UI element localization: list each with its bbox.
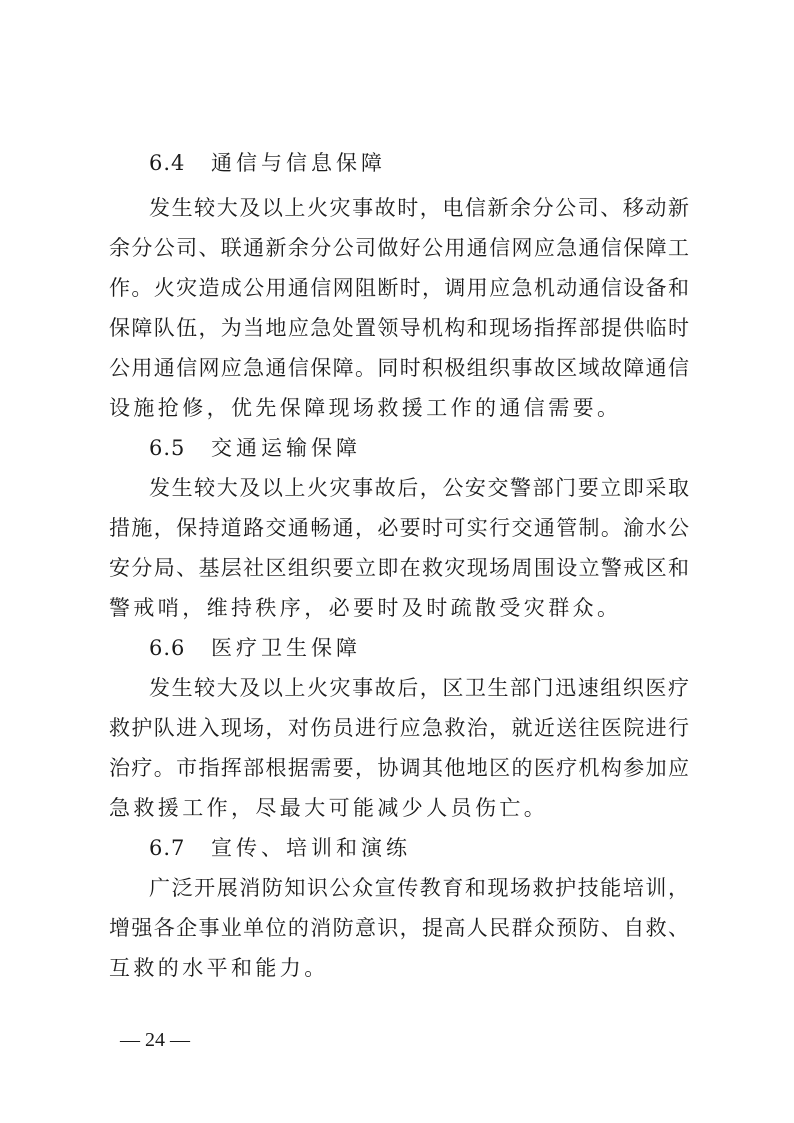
paragraph-line: 互救的水平和能力。 [109,956,329,980]
paragraph-line: 公用通信网应急通信保障。同时积极组织事故区域故障通信 [109,356,689,380]
section-number: 6.4 [149,151,186,175]
section-title: 宣传、培训和演练 [211,836,411,860]
paragraph-line: 安分局、基层社区组织要立即在救灾现场周围设立警戒区和 [109,556,689,580]
paragraph-line: 发生较大及以上火灾事故时，电信新余分公司、移动新 [149,196,689,220]
paragraph-line: 救护队进入现场，对伤员进行应急救治，就近送往医院进行 [109,716,689,740]
section-heading-6-4 [149,148,689,178]
section-heading-6-6 [149,633,689,663]
paragraph-line: 作。火灾造成公用通信网阻断时，调用应急机动通信设备和 [109,276,689,300]
paragraph-line: 急救援工作，尽最大可能减少人员伤亡。 [109,796,549,820]
paragraph-line: 发生较大及以上火灾事故后，区卫生部门迅速组织医疗 [149,676,689,700]
section-heading-6-5 [149,433,689,463]
section-title: 交通运输保障 [211,436,361,460]
section-number: 6.7 [149,836,186,860]
paragraph-line: 保障队伍，为当地应急处置领导机构和现场指挥部提供临时 [109,316,689,340]
section-number: 6.5 [149,436,186,460]
paragraph-line: 发生较大及以上火灾事故后，公安交警部门要立即采取 [149,476,689,500]
page-number: — 24 — [120,1029,190,1051]
paragraph-line: 措施，保持道路交通畅通，必要时可实行交通管制。渝水公 [109,516,689,540]
paragraph-line: 设施抢修，优先保障现场救援工作的通信需要。 [109,396,622,420]
section-number: 6.6 [149,636,186,660]
paragraph-line: 增强各企事业单位的消防意识，提高人民群众预防、自救、 [109,916,689,940]
paragraph-line: 广泛开展消防知识公众宣传教育和现场救护技能培训， [149,876,689,900]
paragraph-line: 治疗。市指挥部根据需要，协调其他地区的医疗机构参加应 [109,756,689,780]
section-title: 医疗卫生保障 [211,636,361,660]
section-heading-6-7 [149,833,689,863]
section-title: 通信与信息保障 [211,151,386,175]
paragraph-line: 警戒哨，维持秩序，必要时及时疏散受灾群众。 [109,596,622,620]
paragraph-line: 余分公司、联通新余分公司做好公用通信网应急通信保障工 [109,236,689,260]
